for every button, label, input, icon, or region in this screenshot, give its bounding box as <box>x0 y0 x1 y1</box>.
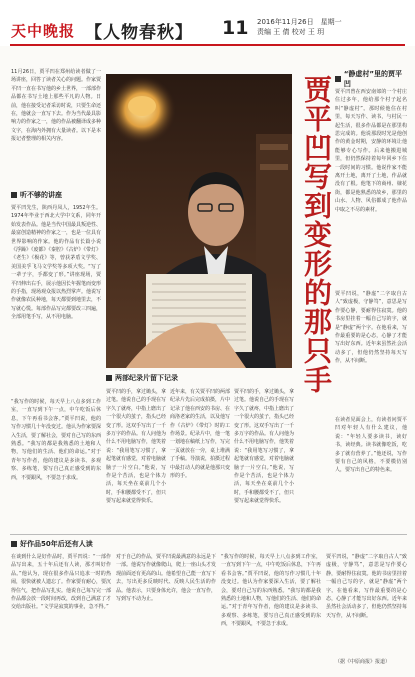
editor-credits: 责编 王 倩 校对 王 玥 <box>257 28 325 36</box>
bottom-divider <box>10 534 407 535</box>
main-headline: 贾平凹写到变形的那只手 <box>300 75 333 394</box>
section-head-bottom-label: 好作品50年后还有人读 <box>20 540 93 548</box>
center-column-2: 近年来，有关贾平凹的两部纪录片先后完成拍摄，片中记录了他在西安的书房、在商洛老家的生活，以及他写作《古炉》《带灯》时的工作场景。纪录片中，他一笔一划地在稿纸上写作，写完一页就放在一旁，桌上堆满了手稿。导演说，拍摄过程中最打动人的就是他那只变形的手。 <box>170 389 230 480</box>
section-head-center-label: 两部纪录片留下记录 <box>115 374 178 382</box>
portrait-illustration <box>106 74 292 368</box>
bottom-column-1: 在谈到什么是好作品时，贾平凹说：“一部作品写出来，五十年后还有人读，那才叫好作品。”他认为，现在很多作品只追求一时的热闹，很快就被人遗忘了。作家要有耐心，要沉得住气，把作品写扎实。他说自己每写完一部作品都会放一段时间再改，改到自己满意了才交给出版社。“文学是寂寞的事业，急不得。” <box>11 554 111 611</box>
section-marker-icon <box>11 541 17 547</box>
section-head-1-label: 听不够的讲座 <box>20 191 62 199</box>
section-marker-icon <box>335 76 341 82</box>
bottom-column-4: 贾平凹说，“静虚”二字取自古人“致虚极，守静笃”，意思是写作要心静，要耐得住寂寞。他的书房里挂着一幅自己写的字，就是“静虚”两个字。在他看来，写作最重要的是心态，心静了才能写出好东西。近年来虽然社会活动多了，但他仍然坚持每天写作，从不间断。 <box>326 554 407 619</box>
section-marker-icon <box>106 375 112 381</box>
bottom-column-3: “我写作的时候，每天早上八点多到工作室，一直写到下午一点，中午吃饭后休息，下午再看书会客。”贾平凹说，他的写作习惯几十年没变过。他认为作家要深入生活，要了解社会，要对自己写的东西熟悉。“我写的都是我熟悉的土地和人物，写他们的生活、他们的命运。”对于青年写作者，他的建议是多读书、多观察、多练笔，要写自己真正感受到的东西，不要跟风，不要急于求成。 <box>221 554 321 628</box>
center-column-1: 贾平凹的手，拿过锄头，拿过笔。他说自己的手现在写字久了就疼，中指上磨出了一个很大的茧子，指头已经变了形。这双手写出了一千多万字的作品。有人问他为什么不用电脑写作，他笑着说：“我用笔写习惯了，拿起笔就有感觉，对着电脑就脑子一片空白。”他说，写作是个苦活，也是个体力活，每天坐在桌前几个小时，手和腰都受不了，但只要写起来就觉得快乐。 <box>106 389 166 505</box>
source-footnote: （据《中原商报》报道） <box>335 659 391 665</box>
portrait-photo <box>106 74 292 368</box>
intro-text: 11月26日，贾平凹在郑州给读者做了一场讲座，回答了读者关心的问题。作家贾平凹一直在书写他的乡土世界，一部部作品都在书写土地上那些平凡的人物。日前，他在接受记者采访时说，只要生命还在，他就会一直写下去。作为当代最具影响力的作家之一，他的作品被翻译成多种文字，在海内外拥有大量读者。以下是本报记者整理的相关内容。 <box>11 69 101 143</box>
left-column-article-2: “我写作的时候，每天早上八点多到工作室，一直写到下午一点，中午吃饭后休息，下午再看书会客。”贾平凹说，他的写作习惯几十年没变过。他认为作家要深入生活，要了解社会，要对自己写的东西熟悉。“我写的都是我熟悉的土地和人物，写他们的生活、他们的命运。”对于青年写作者，他的建议是多读书、多观察、多练笔，要写自己真正感受到的东西，不要跟风，不要急于求成。 <box>11 399 101 481</box>
section-title: 【人物春秋】 <box>85 23 193 43</box>
left-column-article-1: 贾平凹先生，陕西丹凤人，1952年生。1974年毕业于西北大学中文系，同年开始发表作品。他是当代中国最具叛逆性、最富创造精神的作家之一，也是一位具有世界影响的作家。他的作品有长篇小说《浮躁》《废都》《秦腔》《古炉》《带灯》《老生》《极花》等，曾获茅盾文学奖、美国美孚飞马文学奖等多项大奖。“写了一辈子字，手都变了形。”讲座现场，贾平凹伸出右手，展示他因长年握笔而变形的手指，现场观众报以热烈掌声。他说写作就像农民种地，每天都要到地里去，不写就心慌。每部作品写完都要改三四遍，全部用笔手写，从不用电脑。 <box>11 205 101 321</box>
right-column-article-3: 在读者见面会上，有读者问贾平凹对年轻人有什么建议，他说：“年轻人要多读书，读好书，读经典。读书就像吃饭，吃多了就有营养了。”他还说，写作要有自己的风格，不要模仿别人，要写出自己的特色来。 <box>335 417 407 474</box>
page-number: 11 <box>222 17 249 39</box>
bottom-column-2: 对于自己的作品，贾平凹说最满意的永远是下一部。他说写作就像爬山，爬上一座山头才发现前面还有更高的山。他希望自己能一直写下去，写出更多反映时代、反映人民生活的作品。他表示，只要身体允许，他会一直写作，写到写不动为止。 <box>116 554 216 603</box>
section-head-bottom <box>11 539 111 549</box>
right-column-article-2: 贾平凹说，“静虚”二字取自古人“致虚极，守静笃”，意思是写作要心静，要耐得住寂寞。他的书房里挂着一幅自己写的字，就是“静虚”两个字。在他看来，写作最重要的是心态，心静了才能写出好东西。近年来虽然社会活动多了，但他仍然坚持每天写作，从不间断。 <box>335 291 407 365</box>
masthead <box>0 0 415 46</box>
issue-date: 2016年11月26日 星期一 <box>257 18 342 26</box>
section-head-right <box>335 70 407 88</box>
header-rule <box>10 44 405 46</box>
newspaper-logo: 天中晚报 <box>11 22 76 40</box>
center-column-3: 贾平凹的手，拿过锄头，拿过笔。他说自己的手现在写字久了就疼，中指上磨出了一个很大的茧子，指头已经变了形。这双手写出了一千多万字的作品。有人问他为什么不用电脑写作，他笑着说：“我用笔写习惯了，拿起笔就有感觉，对着电脑就脑子一片空白。”他说，写作是个苦活，也是个体力活，每天坐在桌前几个小时，手和腰都受不了，但只要写起来就觉得快乐。 <box>234 389 294 505</box>
section-head-center <box>106 373 292 383</box>
right-column-article-1: 贾平凹曾在西安南郊的一个村庄住过多年，他给那个村子起名叫“静虚村”。那时候他住在村里，每天写作、读书，与村民一起生活，很多作品都是在那里构思完成的。他说那段时光是他创作的黄金时期，安静的环境让他能够专心写作。后来他搬进城里，但仍然保持着每年回乡下住一段时间的习惯。他说作家不能离开土地，离开了土地，作品就没有了根。他笔下的商州、棣花街，都是他熟悉的故乡，那里的山水、人物、风俗都成了他作品中取之不尽的素材。 <box>335 89 407 213</box>
section-head-right-label: “静虚村”里的贾平凹 <box>343 70 403 88</box>
section-marker-icon <box>11 192 17 198</box>
dateline <box>257 17 342 37</box>
section-head-1 <box>11 190 101 200</box>
